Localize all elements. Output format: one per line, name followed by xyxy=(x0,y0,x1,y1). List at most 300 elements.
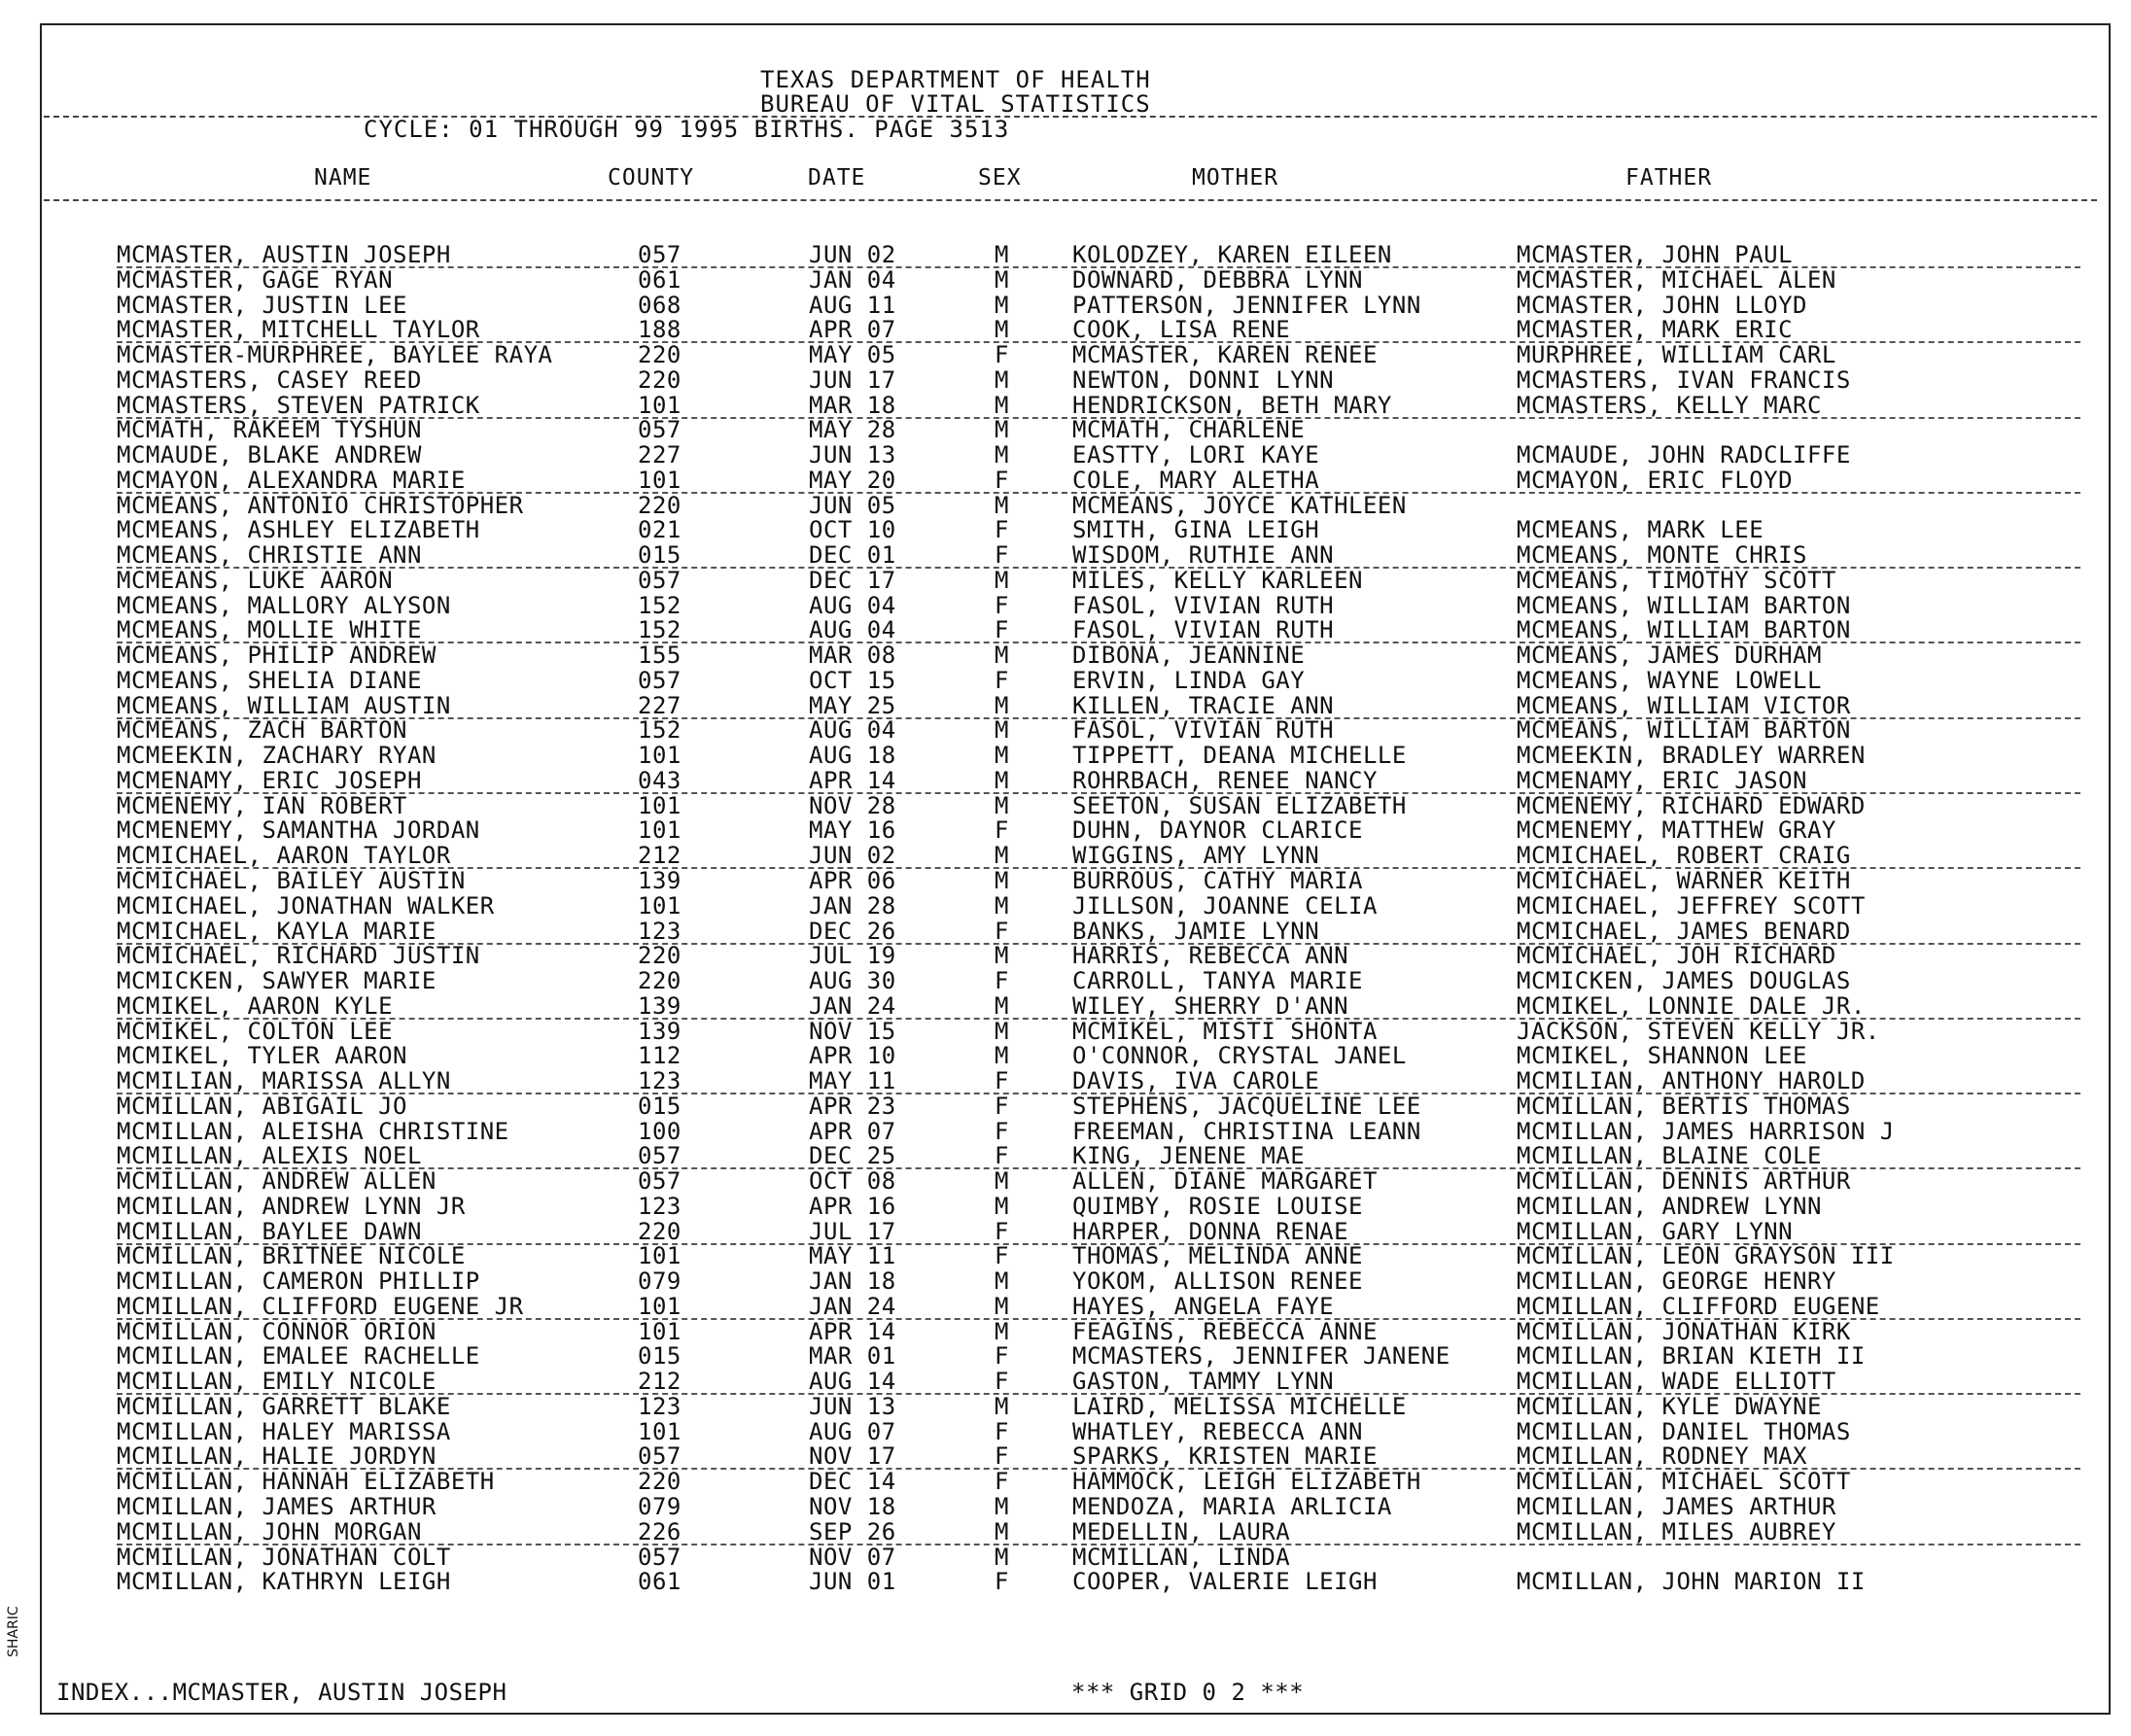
record-father: MCMICHAEL, JEFFREY SCOTT xyxy=(1517,891,1866,920)
table-row xyxy=(0,591,2131,619)
table-row xyxy=(0,869,2131,894)
record-sex: M xyxy=(995,842,1009,870)
record-father: MCMILLAN, RODNEY MAX xyxy=(1517,1442,1807,1471)
record-date: MAR 01 xyxy=(809,1342,896,1371)
record-name: MCMICHAEL, RICHARD JUSTIN xyxy=(117,942,480,970)
record-mother: MCMATH, CHARLENE xyxy=(1072,416,1306,444)
record-name: MCMICHAEL, BAILEY AUSTIN xyxy=(117,867,466,894)
record-mother: LAIRD, MELISSA MICHELLE xyxy=(1072,1392,1407,1420)
record-name: MCMILLAN, HALIE JORDYN xyxy=(117,1442,437,1471)
record-sex: F xyxy=(995,1067,1009,1095)
record-father: MCMIKEL, SHANNON LEE xyxy=(1517,1042,1807,1070)
record-name: MCMILLAN, BRITNEE NICOLE xyxy=(117,1242,466,1270)
record-county: 101 xyxy=(638,1242,681,1270)
record-name: MCMASTERS, CASEY REED xyxy=(117,365,422,394)
table-row xyxy=(0,1495,2131,1520)
record-mother: FEAGINS, REBECCA ANNE xyxy=(1072,1317,1378,1345)
record-father: JACKSON, STEVEN KELLY JR. xyxy=(1517,1017,1880,1045)
record-name: MCMEANS, MALLORY ALYSON xyxy=(117,591,451,619)
record-name: MCMEANS, MOLLIE WHITE xyxy=(117,616,422,644)
record-date: APR 07 xyxy=(809,1117,896,1145)
record-county: 068 xyxy=(638,291,681,319)
record-date: DEC 26 xyxy=(809,917,896,945)
record-county: 057 xyxy=(638,666,681,694)
record-date: SEP 26 xyxy=(809,1517,896,1545)
record-mother: KILLEN, TRACIE ANN xyxy=(1072,691,1335,719)
record-date: JUN 17 xyxy=(809,365,896,394)
record-county: 101 xyxy=(638,1317,681,1345)
record-county: 015 xyxy=(638,1342,681,1371)
record-date: MAY 25 xyxy=(809,691,896,719)
record-county: 220 xyxy=(638,1217,681,1245)
record-sex: M xyxy=(995,1543,1009,1571)
side-label: SHARIC xyxy=(6,1606,21,1657)
record-date: AUG 11 xyxy=(809,291,896,319)
record-date: AUG 07 xyxy=(809,1417,896,1445)
table-row xyxy=(0,566,2131,594)
record-mother: NEWTON, DONNI LYNN xyxy=(1072,365,1335,394)
table-row xyxy=(0,1344,2131,1370)
record-date: JUN 13 xyxy=(809,441,896,469)
record-date: AUG 04 xyxy=(809,616,896,644)
record-father: MCMENEMY, MATTHEW GRAY xyxy=(1517,816,1836,845)
record-mother: HENDRICKSON, BETH MARY xyxy=(1072,391,1392,419)
record-sex: F xyxy=(995,1242,1009,1270)
record-mother: MILES, KELLY KARLEEN xyxy=(1072,566,1363,594)
record-father: MCMILLAN, DENNIS ARTHUR xyxy=(1517,1167,1851,1196)
record-mother: HAMMOCK, LEIGH ELIZABETH xyxy=(1072,1468,1421,1496)
record-county: 061 xyxy=(638,1568,681,1596)
column-header-sex: SEX xyxy=(978,165,1022,191)
record-name: MCMILLAN, KATHRYN LEIGH xyxy=(117,1568,451,1596)
record-mother: DUHN, DAYNOR CLARICE xyxy=(1072,816,1363,845)
table-row xyxy=(0,917,2131,945)
record-date: DEC 01 xyxy=(809,541,896,570)
record-county: 101 xyxy=(638,891,681,920)
record-sex: F xyxy=(995,541,1009,570)
record-county: 101 xyxy=(638,1417,681,1445)
record-sex: F xyxy=(995,341,1009,369)
record-date: JAN 18 xyxy=(809,1267,896,1296)
record-name: MCMILIAN, MARISSA ALLYN xyxy=(117,1067,451,1095)
record-county: 043 xyxy=(638,766,681,794)
record-mother: HAYES, ANGELA FAYE xyxy=(1072,1292,1335,1320)
record-date: DEC 14 xyxy=(809,1468,896,1496)
record-mother: STEPHENS, JACQUELINE LEE xyxy=(1072,1092,1421,1120)
record-mother: MCMASTERS, JENNIFER JANENE xyxy=(1072,1342,1450,1371)
record-date: APR 14 xyxy=(809,1317,896,1345)
record-father: MCMILLAN, ANDREW LYNN xyxy=(1517,1192,1822,1220)
record-date: APR 07 xyxy=(809,316,896,344)
record-mother: JILLSON, JOANNE CELIA xyxy=(1072,891,1378,920)
table-row xyxy=(0,1117,2131,1145)
record-sex: M xyxy=(995,742,1009,770)
record-father: MCMASTER, MARK ERIC xyxy=(1517,316,1794,344)
record-mother: FASOL, VIVIAN RUTH xyxy=(1072,591,1335,619)
record-name: MCMILLAN, CAMERON PHILLIP xyxy=(117,1267,480,1296)
record-mother: CARROLL, TANYA MARIE xyxy=(1072,967,1363,995)
table-row xyxy=(0,744,2131,769)
record-father: MCMASTERS, KELLY MARC xyxy=(1517,391,1822,419)
record-county: 220 xyxy=(638,341,681,369)
record-name: MCMASTERS, STEVEN PATRICK xyxy=(117,391,480,419)
record-mother: BURROUS, CATHY MARIA xyxy=(1072,867,1363,894)
record-name: MCMIKEL, TYLER AARON xyxy=(117,1042,407,1070)
record-county: 139 xyxy=(638,1017,681,1045)
record-name: MCMASTER, MITCHELL TAYLOR xyxy=(117,316,480,344)
record-name: MCMILLAN, HALEY MARISSA xyxy=(117,1417,451,1445)
record-county: 123 xyxy=(638,1067,681,1095)
record-sex: F xyxy=(995,1417,1009,1445)
record-county: 101 xyxy=(638,391,681,419)
record-date: NOV 18 xyxy=(809,1493,896,1520)
column-header-county: COUNTY xyxy=(608,165,695,191)
record-sex: M xyxy=(995,1317,1009,1345)
record-father: MCMASTER, JOHN LLOYD xyxy=(1517,291,1807,319)
record-name: MCMENAMY, ERIC JOSEPH xyxy=(117,766,422,794)
record-date: OCT 15 xyxy=(809,666,896,694)
record-county: 057 xyxy=(638,1543,681,1571)
record-father: MCMILLAN, JOHN MARION II xyxy=(1517,1568,1866,1596)
record-mother: DAVIS, IVA CAROLE xyxy=(1072,1067,1320,1095)
record-name: MCMICKEN, SAWYER MARIE xyxy=(117,967,437,995)
record-county: 139 xyxy=(638,991,681,1020)
record-name: MCMASTER, JUSTIN LEE xyxy=(117,291,407,319)
record-father: MCMILLAN, BERTIS THOMAS xyxy=(1517,1092,1851,1120)
record-sex: M xyxy=(995,566,1009,594)
record-sex: M xyxy=(995,316,1009,344)
record-date: MAY 28 xyxy=(809,416,896,444)
record-father: MCMILLAN, BLAINE COLE xyxy=(1517,1142,1822,1170)
record-county: 112 xyxy=(638,1042,681,1070)
record-sex: M xyxy=(995,1167,1009,1196)
record-mother: MCMIKEL, MISTI SHONTA xyxy=(1072,1017,1378,1045)
record-sex: F xyxy=(995,816,1009,845)
record-name: MCMAUDE, BLAKE ANDREW xyxy=(117,441,422,469)
record-father: MCMEANS, WILLIAM VICTOR xyxy=(1517,691,1851,719)
column-header-mother: MOTHER xyxy=(1192,165,1279,191)
table-row xyxy=(0,1570,2131,1595)
record-date: JUL 17 xyxy=(809,1217,896,1245)
record-county: 226 xyxy=(638,1517,681,1545)
record-sex: M xyxy=(995,441,1009,469)
record-sex: M xyxy=(995,265,1009,294)
record-name: MCMILLAN, JOHN MORGAN xyxy=(117,1517,422,1545)
header-cycle: CYCLE: 01 THROUGH 99 1995 BIRTHS. PAGE 3513 xyxy=(364,116,1010,143)
table-row xyxy=(0,1292,2131,1320)
record-date: NOV 28 xyxy=(809,791,896,819)
table-row xyxy=(0,643,2131,669)
record-county: 057 xyxy=(638,1142,681,1170)
record-date: JAN 04 xyxy=(809,265,896,294)
record-mother: PATTERSON, JENNIFER LYNN xyxy=(1072,291,1421,319)
table-row xyxy=(0,1417,2131,1445)
record-date: MAR 08 xyxy=(809,642,896,670)
record-county: 188 xyxy=(638,316,681,344)
record-father: MCMASTERS, IVAN FRANCIS xyxy=(1517,365,1851,394)
record-mother: HARRIS, REBECCA ANN xyxy=(1072,942,1349,970)
record-name: MCMENEMY, IAN ROBERT xyxy=(117,791,407,819)
column-header-date: DATE xyxy=(808,165,866,191)
record-date: JAN 28 xyxy=(809,891,896,920)
record-county: 057 xyxy=(638,1167,681,1196)
record-name: MCMEANS, ASHLEY ELIZABETH xyxy=(117,516,480,544)
record-county: 101 xyxy=(638,816,681,845)
record-father: MCMASTER, JOHN PAUL xyxy=(1517,241,1794,268)
record-county: 155 xyxy=(638,642,681,670)
record-sex: F xyxy=(995,967,1009,995)
record-sex: F xyxy=(995,1568,1009,1596)
record-sex: F xyxy=(995,666,1009,694)
record-mother: MCMEANS, JOYCE KATHLEEN xyxy=(1072,491,1407,519)
record-sex: M xyxy=(995,1267,1009,1296)
record-father: MCMILLAN, WADE ELLIOTT xyxy=(1517,1368,1836,1396)
record-date: JUN 02 xyxy=(809,241,896,268)
record-county: 152 xyxy=(638,591,681,619)
record-sex: M xyxy=(995,1017,1009,1045)
record-name: MCMASTER, GAGE RYAN xyxy=(117,265,394,294)
table-row xyxy=(0,818,2131,844)
record-name: MCMEANS, SHELIA DIANE xyxy=(117,666,422,694)
record-father: MCMILLAN, JAMES HARRISON J xyxy=(1517,1117,1895,1145)
table-row xyxy=(0,891,2131,920)
record-name: MCMIKEL, COLTON LEE xyxy=(117,1017,394,1045)
record-name: MCMILLAN, EMILY NICOLE xyxy=(117,1368,437,1396)
record-date: NOV 15 xyxy=(809,1017,896,1045)
record-sex: M xyxy=(995,365,1009,394)
record-mother: MEDELLIN, LAURA xyxy=(1072,1517,1291,1545)
record-mother: O'CONNOR, CRYSTAL JANEL xyxy=(1072,1042,1407,1070)
record-name: MCMILLAN, JAMES ARTHUR xyxy=(117,1493,437,1520)
record-county: 220 xyxy=(638,1468,681,1496)
record-mother: WILEY, SHERRY D'ANN xyxy=(1072,991,1349,1020)
record-sex: F xyxy=(995,516,1009,544)
record-sex: M xyxy=(995,691,1009,719)
table-row xyxy=(0,343,2131,368)
record-date: JAN 24 xyxy=(809,1292,896,1320)
record-county: 101 xyxy=(638,1292,681,1320)
table-row xyxy=(0,1044,2131,1069)
record-name: MCMILLAN, ALEISHA CHRISTINE xyxy=(117,1117,509,1145)
record-mother: COLE, MARY ALETHA xyxy=(1072,466,1320,494)
table-row xyxy=(0,318,2131,343)
table-row xyxy=(0,991,2131,1020)
record-date: AUG 04 xyxy=(809,716,896,745)
record-sex: M xyxy=(995,891,1009,920)
table-row xyxy=(0,1317,2131,1345)
record-father: MCMEANS, WILLIAM BARTON xyxy=(1517,716,1851,745)
table-row xyxy=(0,618,2131,643)
record-county: 152 xyxy=(638,616,681,644)
record-date: APR 06 xyxy=(809,867,896,894)
record-name: MCMEANS, ZACH BARTON xyxy=(117,716,407,745)
record-name: MCMATH, RAKEEM TYSHUN xyxy=(117,416,422,444)
record-date: APR 10 xyxy=(809,1042,896,1070)
record-father: MCMILLAN, MICHAEL SCOTT xyxy=(1517,1468,1851,1496)
record-father: MCMEANS, MONTE CHRIS xyxy=(1517,541,1807,570)
record-mother: HARPER, DONNA RENAE xyxy=(1072,1217,1349,1245)
table-row xyxy=(0,1269,2131,1295)
record-mother: COOK, LISA RENE xyxy=(1072,316,1291,344)
record-county: 101 xyxy=(638,466,681,494)
table-row xyxy=(0,291,2131,319)
record-date: JUN 02 xyxy=(809,842,896,870)
record-sex: F xyxy=(995,1217,1009,1245)
record-name: MCMENEMY, SAMANTHA JORDAN xyxy=(117,816,480,845)
record-county: 061 xyxy=(638,265,681,294)
record-father: MCMILLAN, KYLE DWAYNE xyxy=(1517,1392,1822,1420)
record-sex: F xyxy=(995,1142,1009,1170)
record-date: NOV 07 xyxy=(809,1543,896,1571)
record-father: MCMILLAN, JAMES ARTHUR xyxy=(1517,1493,1836,1520)
record-mother: YOKOM, ALLISON RENEE xyxy=(1072,1267,1363,1296)
record-sex: F xyxy=(995,917,1009,945)
table-row xyxy=(0,1470,2131,1495)
record-mother: FASOL, VIVIAN RUTH xyxy=(1072,716,1335,745)
record-sex: F xyxy=(995,1117,1009,1145)
record-sex: M xyxy=(995,1517,1009,1545)
record-father: MCMICHAEL, JAMES BENARD xyxy=(1517,917,1851,945)
record-sex: M xyxy=(995,491,1009,519)
header-agency: TEXAS DEPARTMENT OF HEALTH xyxy=(760,66,1151,93)
table-row xyxy=(0,791,2131,819)
record-name: MCMILLAN, GARRETT BLAKE xyxy=(117,1392,451,1420)
table-row xyxy=(0,365,2131,394)
record-father: MCMILLAN, LEON GRAYSON III xyxy=(1517,1242,1895,1270)
table-row xyxy=(0,418,2131,443)
record-date: JUL 19 xyxy=(809,942,896,970)
record-county: 100 xyxy=(638,1117,681,1145)
record-mother: QUIMBY, ROSIE LOUISE xyxy=(1072,1192,1363,1220)
column-header-father: FATHER xyxy=(1625,165,1713,191)
record-father: MCMILLAN, BRIAN KIETH II xyxy=(1517,1342,1866,1371)
record-county: 212 xyxy=(638,1368,681,1396)
record-sex: M xyxy=(995,1493,1009,1520)
table-row xyxy=(0,243,2131,268)
record-mother: FASOL, VIVIAN RUTH xyxy=(1072,616,1335,644)
table-row xyxy=(0,1370,2131,1395)
table-row xyxy=(0,718,2131,744)
record-father: MCMEANS, WILLIAM BARTON xyxy=(1517,616,1851,644)
record-name: MCMEANS, CHRISTIE ANN xyxy=(117,541,422,570)
record-father: MCMILIAN, ANTHONY HAROLD xyxy=(1517,1067,1866,1095)
table-row xyxy=(0,265,2131,294)
record-father: MCMILLAN, JONATHAN KIRK xyxy=(1517,1317,1851,1345)
table-row xyxy=(0,1069,2131,1094)
record-sex: M xyxy=(995,416,1009,444)
record-father: MCMILLAN, GEORGE HENRY xyxy=(1517,1267,1836,1296)
record-sex: M xyxy=(995,791,1009,819)
table-row xyxy=(0,766,2131,794)
record-father: MCMICHAEL, WARNER KEITH xyxy=(1517,867,1851,894)
record-mother: KING, JENENE MAE xyxy=(1072,1142,1306,1170)
record-county: 220 xyxy=(638,942,681,970)
footer-grid: *** GRID 0 2 *** xyxy=(1071,1679,1305,1706)
record-sex: M xyxy=(995,1292,1009,1320)
record-mother: BANKS, JAMIE LYNN xyxy=(1072,917,1320,945)
record-county: 101 xyxy=(638,742,681,770)
record-date: OCT 10 xyxy=(809,516,896,544)
record-date: JUN 13 xyxy=(809,1392,896,1420)
record-mother: WHATLEY, REBECCA ANN xyxy=(1072,1417,1363,1445)
record-name: MCMILLAN, ANDREW LYNN JR xyxy=(117,1192,466,1220)
record-father: MCMEEKIN, BRADLEY WARREN xyxy=(1517,742,1866,770)
record-name: MCMASTER-MURPHREE, BAYLEE RAYA xyxy=(117,341,553,369)
record-sex: M xyxy=(995,1192,1009,1220)
record-date: DEC 25 xyxy=(809,1142,896,1170)
table-row xyxy=(0,1392,2131,1420)
record-father: MCMENEMY, RICHARD EDWARD xyxy=(1517,791,1866,819)
record-mother: EASTTY, LORI KAYE xyxy=(1072,441,1320,469)
record-date: JUN 01 xyxy=(809,1568,896,1596)
record-mother: ALLEN, DIANE MARGARET xyxy=(1072,1167,1378,1196)
record-father: MCMILLAN, GARY LYNN xyxy=(1517,1217,1794,1245)
record-name: MCMILLAN, ANDREW ALLEN xyxy=(117,1167,437,1196)
record-county: 220 xyxy=(638,491,681,519)
record-mother: THOMAS, MELINDA ANNE xyxy=(1072,1242,1363,1270)
record-name: MCMILLAN, EMALEE RACHELLE xyxy=(117,1342,480,1371)
record-county: 057 xyxy=(638,416,681,444)
record-name: MCMEEKIN, ZACHARY RYAN xyxy=(117,742,437,770)
record-county: 227 xyxy=(638,691,681,719)
record-sex: F xyxy=(995,466,1009,494)
record-sex: M xyxy=(995,942,1009,970)
record-name: MCMEANS, LUKE AARON xyxy=(117,566,394,594)
record-name: MCMICHAEL, AARON TAYLOR xyxy=(117,842,451,870)
table-row xyxy=(0,944,2131,969)
record-mother: TIPPETT, DEANA MICHELLE xyxy=(1072,742,1407,770)
record-sex: M xyxy=(995,766,1009,794)
record-father: MCMEANS, WILLIAM BARTON xyxy=(1517,591,1851,619)
record-mother: SPARKS, KRISTEN MARIE xyxy=(1072,1442,1378,1471)
record-county: 057 xyxy=(638,1442,681,1471)
record-sex: M xyxy=(995,1392,1009,1420)
record-date: APR 14 xyxy=(809,766,896,794)
record-date: MAR 18 xyxy=(809,391,896,419)
table-row xyxy=(0,691,2131,719)
record-father: MCMILLAN, DANIEL THOMAS xyxy=(1517,1417,1851,1445)
record-county: 079 xyxy=(638,1267,681,1296)
header-divider xyxy=(44,116,2097,118)
record-name: MCMAYON, ALEXANDRA MARIE xyxy=(117,466,466,494)
record-county: 139 xyxy=(638,867,681,894)
record-mother: ERVIN, LINDA GAY xyxy=(1072,666,1306,694)
record-sex: F xyxy=(995,1368,1009,1396)
record-father: MCMAYON, ERIC FLOYD xyxy=(1517,466,1794,494)
table-row xyxy=(0,1444,2131,1470)
record-sex: M xyxy=(995,991,1009,1020)
record-father: MCMICKEN, JAMES DOUGLAS xyxy=(1517,967,1851,995)
record-date: MAY 11 xyxy=(809,1067,896,1095)
header-bureau: BUREAU OF VITAL STATISTICS xyxy=(760,90,1151,118)
record-county: 123 xyxy=(638,917,681,945)
record-county: 123 xyxy=(638,1192,681,1220)
record-mother: SEETON, SUSAN ELIZABETH xyxy=(1072,791,1407,819)
record-mother: SMITH, GINA LEIGH xyxy=(1072,516,1320,544)
record-date: OCT 08 xyxy=(809,1167,896,1196)
record-county: 057 xyxy=(638,566,681,594)
record-mother: MCMASTER, KAREN RENEE xyxy=(1072,341,1378,369)
record-date: APR 23 xyxy=(809,1092,896,1120)
table-row xyxy=(0,1517,2131,1545)
record-name: MCMILLAN, ABIGAIL JO xyxy=(117,1092,407,1120)
record-name: MCMASTER, AUSTIN JOSEPH xyxy=(117,241,451,268)
record-mother: WIGGINS, AMY LYNN xyxy=(1072,842,1320,870)
table-row xyxy=(0,391,2131,419)
record-sex: F xyxy=(995,1342,1009,1371)
record-date: APR 16 xyxy=(809,1192,896,1220)
record-county: 021 xyxy=(638,516,681,544)
